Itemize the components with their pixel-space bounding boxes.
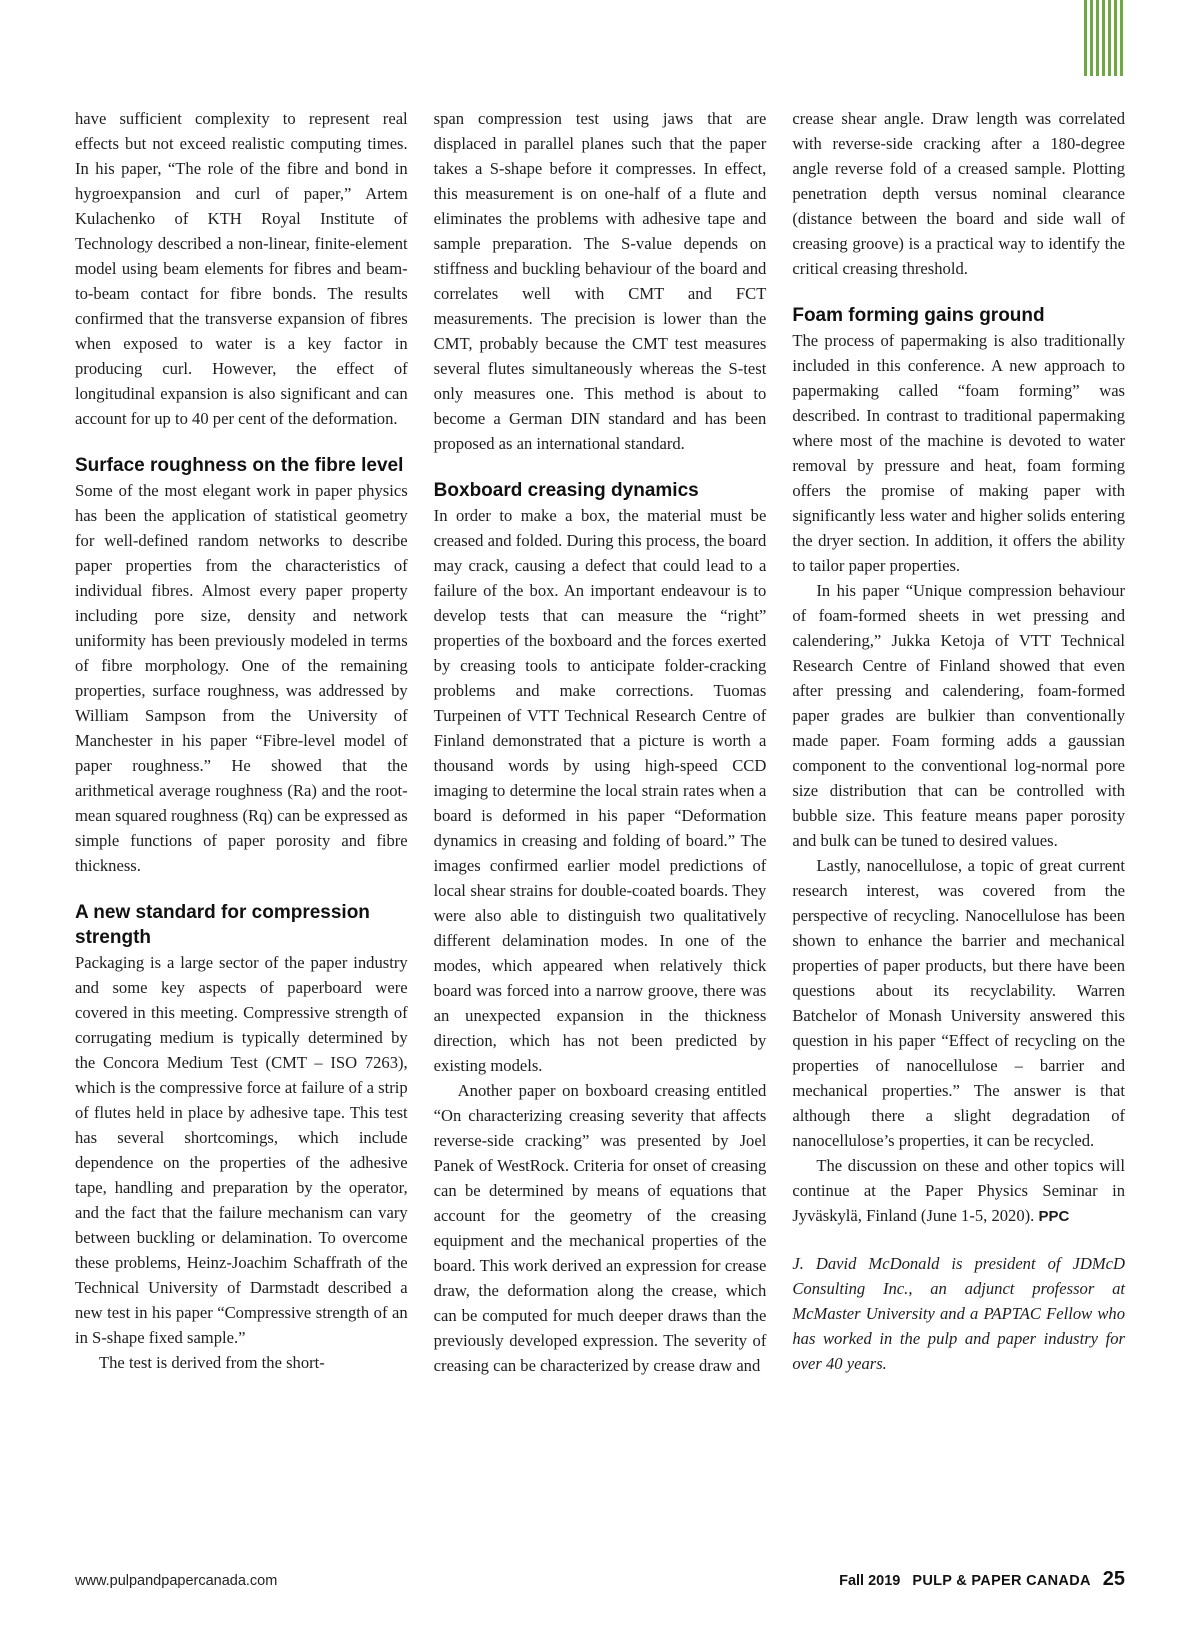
paragraph: Lastly, nanocellulose, a topic of great current research interest, was covered from the perspective of recycling. Nanocellulose has been shown to enhance the barrier and mechanical properties of paper products, but there have been questions about its recyclability. Warren Batchelor of Monash University answered this question in his paper “Effect of recycling on the properties of nanocellulose – barrier and mechanical properties.” The answer is that although there a slight degradation of nanocellulose’s properties, it can be recycled.	[792, 856, 1126, 1150]
paragraph: The test is derived from the short-	[99, 1353, 325, 1372]
footer-magazine: PULP & PAPER CANADA	[912, 1573, 1091, 1589]
column-3	[792, 106, 1125, 1561]
paragraph: crease shear angle. Draw length was correlated with reverse-side cracking after a 180-degree angle reverse fold of a creased sample. Plotting penetration depth versus nominal clearance (distance between the board and side wall of creasing groove) is a practical way to identify the critical creasing threshold.	[792, 109, 1126, 278]
section-heading: Boxboard creasing dynamics	[433, 480, 699, 501]
paragraph: span compression test using jaws that are displaced in parallel planes such that the paper takes a S-shape before it compresses. In effect, this measurement is on one-half of a flute and eliminates the problems with adhesive tape and sample preparation. The S-value depends on stiffness and buckling behaviour of the board and correlates well with CMT and FCT measurements. The precision is lower than the CMT, probably because the CMT test measures several flutes simultaneously whereas the S-test only measures one. This method is about to become a German DIN standard and has been proposed as an international standard.	[433, 109, 767, 453]
decorative-stripe	[1120, 0, 1123, 76]
section-heading: Surface roughness on the fibre level	[75, 455, 404, 476]
decorative-stripe	[1084, 0, 1087, 76]
decorative-stripe	[1102, 0, 1105, 76]
section-heading: Foam forming gains ground	[792, 305, 1045, 326]
paragraph: Some of the most elegant work in paper physics has been the application of statistical geometry for well-defined random networks to describe paper properties from the characteristics of individual fibres. Almost every paper property including pore size, density and network uniformity has been previously modeled in terms of fibre morphology. One of the remaining properties, surface roughness, was addressed by William Sampson from the University of Manchester in his paper “Fibre-level model of paper roughness.” He showed that the arithmetical average roughness (Ra) and the root-mean squared roughness (Rq) can be expressed as simple functions of paper porosity and fibre thickness.	[75, 481, 408, 875]
column-2	[434, 106, 767, 1561]
footer-folio	[839, 1568, 1125, 1591]
decorative-stripe	[1114, 0, 1117, 76]
paragraph-text: The discussion on these and other topics will continue at the Paper Physics Seminar in Jyväskylä, Finland (June 1-5, 2020).	[792, 1156, 1126, 1225]
paragraph: The process of papermaking is also traditionally included in this conference. A new approach to papermaking called “foam forming” was described. In contrast to traditional papermaking where most of the machine is devoted to water removal by pressure and heat, foam forming offers the promise of making paper with significantly less water and higher solids entering the dryer section. In addition, it offers the ability to tailor paper properties.	[792, 331, 1126, 575]
paragraph: Packaging is a large sector of the paper industry and some key aspects of paperboard were covered in this meeting. Compressive strength of corrugating medium is typically determined by the Concora Medium Test (CMT – ISO 7263), which is the compressive force at failure of a strip of flutes held in place by adhesive tape. This test has several shortcomings, which include dependence on the properties of the adhesive tape, handling and preparation by the operator, and the fact that the failure mechanism can vary between buckling or delamination. To overcome these problems, Heinz-Joachim Schaffrath of the Technical University of Darmstadt described a new test in his paper “Compressive strength of an in S-shape fixed sample.”	[75, 953, 408, 1347]
section-heading: A new standard for compression strength	[75, 902, 370, 948]
paragraph: have sufficient complexity to represent real effects but not exceed realistic computing times. In his paper, “The role of the fibre and bond in hygroexpansion and curl of paper,” Artem Kulachenko of KTH Royal Institute of Technology described a non-linear, finite-element model using beam elements for fibres and beam-to-beam contact for fibre bonds. The results confirmed that the transverse expansion of fibres when exposed to water is a key factor in producing curl. However, the effect of longitudinal expansion is also significant and can account for up to 40 per cent of the deformation.	[75, 109, 408, 428]
ppc-end-tag: PPC	[1038, 1208, 1070, 1225]
footer-season: Fall 2019	[839, 1573, 901, 1589]
author-bio: J. David McDonald is president of JDMcD Consulting Inc., an adjunct professor at McMaster University and a PAPTAC Fellow who has worked in the pulp and paper industry for over 40 years.	[792, 1254, 1126, 1373]
paragraph: Another paper on boxboard creasing entitled “On characterizing creasing severity that affects reverse-side cracking” was presented by Joel Panek of WestRock. Criteria for onset of creasing can be determined by means of equations that account for the geometry of the creasing equipment and the mechanical properties of the board. This work derived an expression for crease draw, the deformation along the crease, which can be computed for much deeper draws than the previously developed expression. The severity of creasing can be characterized by crease draw and	[433, 1081, 767, 1375]
decorative-stripe	[1108, 0, 1111, 76]
column-1	[75, 106, 408, 1561]
page-number: 25	[1102, 1568, 1125, 1590]
article-body	[75, 106, 1125, 1561]
paragraph: In order to make a box, the material must be creased and folded. During this process, the board may crack, causing a defect that could lead to a failure of the box. An important endeavour is to develop tests that can measure the “right” properties of the boxboard and the forces exerted by creasing tools to anticipate folder-cracking problems and make corrections. Tuomas Turpeinen of VTT Technical Research Centre of Finland demonstrated that a picture is worth a thousand words by using high-speed CCD imaging to determine the local strain rates when a board is deformed in his paper “Deformation dynamics in creasing and folding of board.” The images confirmed earlier model predictions of local shear strains for double-coated boards. They were also able to distinguish two qualitatively different delamination modes. In one of the modes, which appeared when relatively thick board was forced into a narrow groove, there was an unexpected expansion in the thickness direction, which has not been predicted by existing models.	[433, 506, 767, 1075]
paragraph: In his paper “Unique compression behaviour of foam-formed sheets in wet pressing and calendering,” Jukka Ketoja of VTT Technical Research Centre of Finland showed that even after pressing and calendering, foam-formed paper grades are bulkier than conventionally made paper. Foam forming adds a gaussian component to the conventional log-normal pore size distribution that can be controlled with bubble size. This feature means paper porosity and bulk can be tuned to desired values.	[792, 581, 1126, 850]
decorative-stripe	[1096, 0, 1099, 76]
decorative-stripe	[1090, 0, 1093, 76]
paragraph	[792, 1153, 1125, 1229]
footer-website: www.pulpandpapercanada.com	[75, 1573, 278, 1589]
